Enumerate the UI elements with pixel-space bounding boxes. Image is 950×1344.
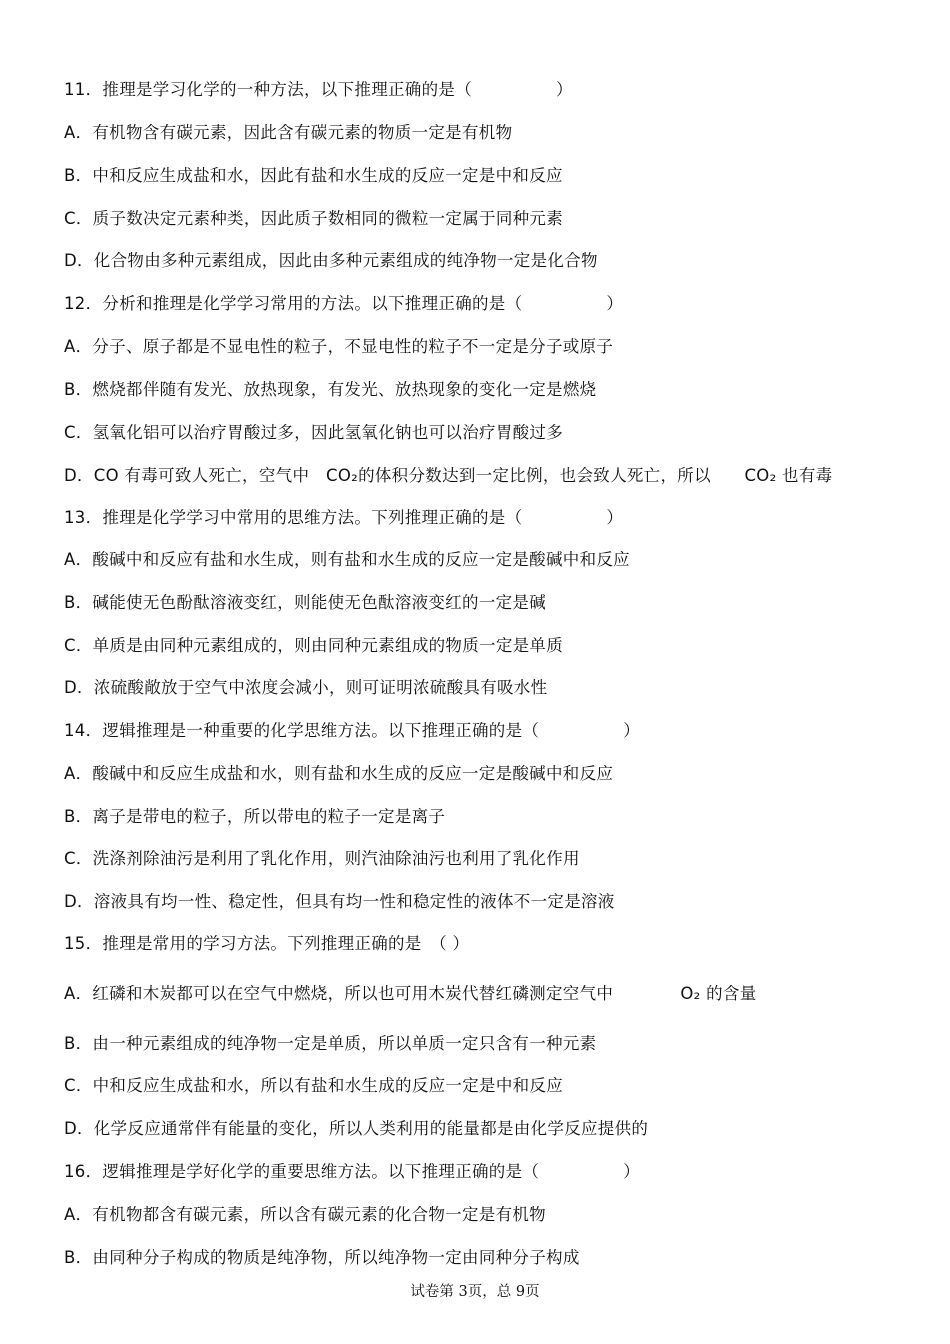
question-stem: 16．逻辑推理是学好化学的重要思维方法。以下推理正确的是（ ） (64, 1162, 640, 1181)
page-footer: 试卷第 3页，总 9页 (410, 1284, 540, 1300)
answer-option: B．中和反应生成盐和水，因此有盐和水生成的反应一定是中和反应 (64, 166, 563, 185)
answer-option: A．酸碱中和反应有盐和水生成，则有盐和水生成的反应一定是酸碱中和反应 (64, 550, 630, 569)
answer-option: B．燃烧都伴随有发光、放热现象，有发光、放热现象的变化一定是燃烧 (64, 380, 597, 399)
answer-option: D．CO 有毒可致人死亡，空气中 CO₂的体积分数达到一定比例，也会致人死亡，所以 CO₂ 也有毒 (64, 466, 833, 485)
answer-option: B．由同种分子构成的物质是纯净物，所以纯净物一定由同种分子构成 (64, 1248, 580, 1267)
answer-option: D．化合物由多种元素组成，因此由多种元素组成的纯净物一定是化合物 (64, 251, 598, 270)
answer-option: D．化学反应通常伴有能量的变化，所以人类利用的能量都是由化学反应提供的 (64, 1119, 649, 1138)
question-stem: 14．逻辑推理是一种重要的化学思维方法。以下推理正确的是（ ） (64, 721, 640, 740)
question-stem: 11．推理是学习化学的一种方法，以下推理正确的是（ ） (64, 80, 573, 99)
answer-option: B．离子是带电的粒子，所以带电的粒子一定是离子 (64, 807, 446, 826)
answer-option: B．由一种元素组成的纯净物一定是单质，所以单质一定只含有一种元素 (64, 1034, 597, 1053)
answer-option: D．浓硫酸敞放于空气中浓度会减小，则可证明浓硫酸具有吸水性 (64, 678, 548, 697)
answer-option: A．有机物都含有碳元素，所以含有碳元素的化合物一定是有机物 (64, 1205, 546, 1224)
answer-option: C．氢氧化铝可以治疗胃酸过多，因此氢氧化钠也可以治疗胃酸过多 (64, 423, 564, 442)
answer-option: C．单质是由同种元素组成的，则由同种元素组成的物质一定是单质 (64, 636, 564, 655)
answer-option: A．红磷和木炭都可以在空气中燃烧，所以也可用木炭代替红磷测定空气中 O₂ 的含量 (64, 984, 757, 1003)
answer-option: D．溶液具有均一性、稳定性，但具有均一性和稳定性的液体不一定是溶液 (64, 892, 615, 911)
question-stem: 15．推理是常用的学习方法。下列推理正确的是 （ ） (64, 934, 470, 953)
answer-option: C．洗涤剂除油污是利用了乳化作用，则汽油除油污也利用了乳化作用 (64, 849, 580, 868)
answer-option: B．碱能使无色酚酞溶液变红，则能使无色酞溶液变红的一定是碱 (64, 593, 547, 612)
question-stem: 13．推理是化学学习中常用的思维方法。下列推理正确的是（ ） (64, 508, 624, 527)
question-stem: 12．分析和推理是化学学习常用的方法。以下推理正确的是（ ） (64, 294, 624, 313)
answer-option: C．中和反应生成盐和水，所以有盐和水生成的反应一定是中和反应 (64, 1076, 564, 1095)
answer-option: C．质子数决定元素种类，因此质子数相同的微粒一定属于同种元素 (64, 209, 564, 228)
answer-option: A．酸碱中和反应生成盐和水，则有盐和水生成的反应一定是酸碱中和反应 (64, 764, 614, 783)
answer-option: A．有机物含有碳元素，因此含有碳元素的物质一定是有机物 (64, 123, 513, 142)
answer-option: A．分子、原子都是不显电性的粒子，不显电性的粒子不一定是分子或原子 (64, 337, 614, 356)
